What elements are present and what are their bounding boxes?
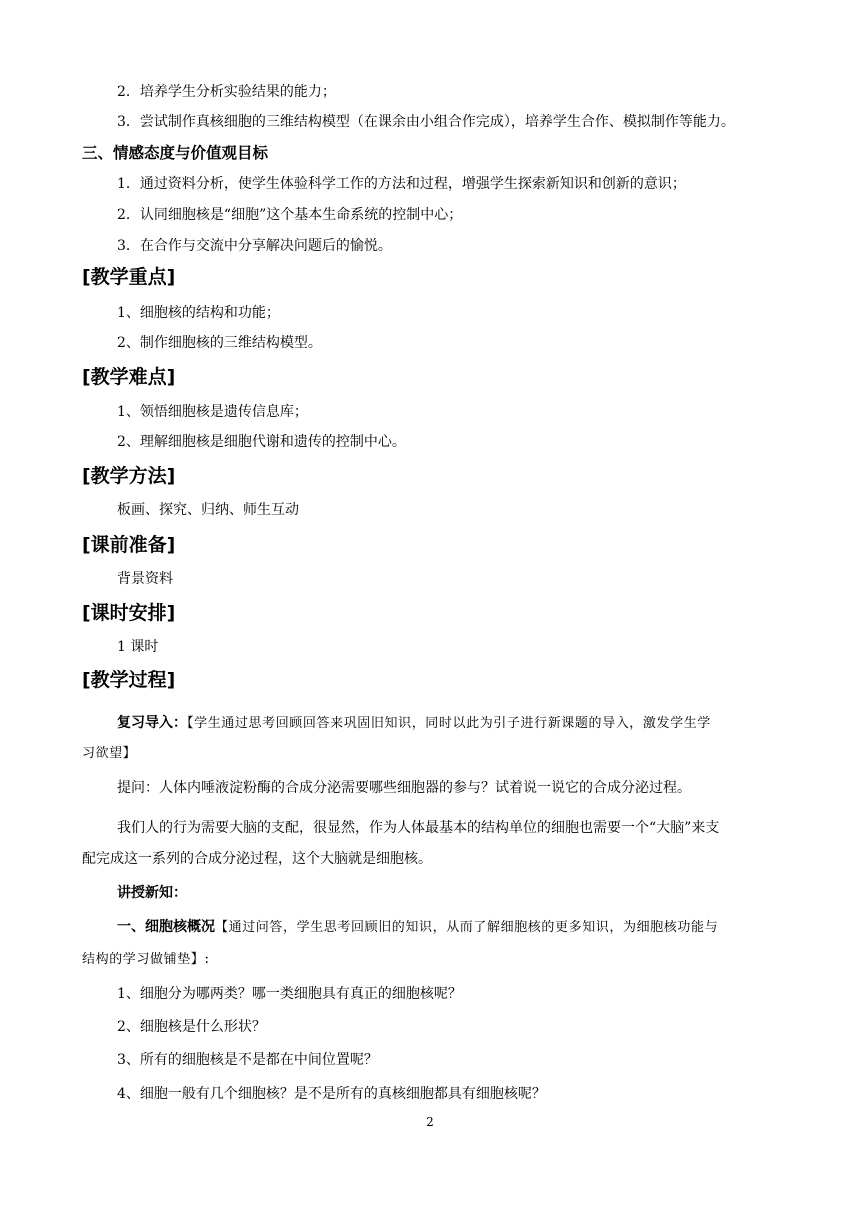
key-points-heading: [教学重点] xyxy=(82,266,176,288)
page-number: 2 xyxy=(426,1115,434,1129)
review-label: 复习导入： xyxy=(117,715,187,731)
new-knowledge-label: 讲授新知： xyxy=(117,885,187,901)
difficulty-2: 2、理解细胞核是细胞代谢和遗传的控制中心。 xyxy=(117,434,406,450)
schedule-text: 1 课时 xyxy=(117,639,159,655)
methods-text: 板画、探究、归纳、师生互动 xyxy=(117,502,299,518)
preparation-heading: [课前准备] xyxy=(82,534,176,556)
question-2: 2、细胞核是什么形状？ xyxy=(117,1019,266,1035)
overview-note: 【通过问答，学生思考回顾旧的知识，从而了解细胞核的更多知识，为细胞核功能与 xyxy=(215,920,719,935)
review-intro-line xyxy=(117,713,711,734)
question-3: 3、所有的细胞核是不是都在中间位置呢？ xyxy=(117,1052,378,1068)
question-4: 4、细胞一般有几个细胞核？是不是所有的真核细胞都具有细胞核呢？ xyxy=(117,1086,546,1102)
review-note-continued: 习欲望】 xyxy=(82,746,137,761)
skill-item-3: 3．尝试制作真核细胞的三维结构模型（在课余由小组合作完成），培养学生合作、模拟制作等能力。 xyxy=(117,114,735,130)
schedule-heading: [课时安排] xyxy=(82,602,176,624)
key-point-2: 2、制作细胞核的三维结构模型。 xyxy=(117,335,322,351)
preparation-text: 背景资料 xyxy=(117,571,173,587)
paragraph-line-2: 配完成这一系列的合成分泌过程，这个大脑就是细胞核。 xyxy=(82,851,432,867)
overview-line xyxy=(117,917,718,938)
attitude-item-2: 2．认同细胞核是“细胞”这个基本生命系统的控制中心； xyxy=(117,207,463,223)
difficulty-1: 1、领悟细胞核是遗传信息库； xyxy=(117,404,308,420)
overview-note-continued-line xyxy=(82,949,209,970)
question-text: 提问：人体内唾液淀粉酶的合成分泌需要哪些细胞器的参与？试着说一说它的合成分泌过程。 xyxy=(117,780,691,796)
key-point-1: 1、细胞核的结构和功能； xyxy=(117,305,280,321)
attitude-heading: 三、情感态度与价值观目标 xyxy=(82,144,269,162)
process-heading: [教学过程] xyxy=(82,669,176,691)
methods-heading: [教学方法] xyxy=(82,465,176,487)
overview-note-colon: : xyxy=(204,951,210,967)
attitude-item-1: 1．通过资料分析，使学生体验科学工作的方法和过程，增强学生探索新知识和创新的意识； xyxy=(117,176,686,192)
skill-item-2: 2．培养学生分析实验结果的能力； xyxy=(117,84,336,100)
question-1: 1、细胞分为哪两类？哪一类细胞具有真正的细胞核呢？ xyxy=(117,986,462,1002)
overview-note-continued: 结构的学习做铺垫】 xyxy=(82,952,205,967)
difficulties-heading: [教学难点] xyxy=(82,366,176,388)
paragraph-line-1: 我们人的行为需要大脑的支配，很显然，作为人体最基本的结构单位的细胞也需要一个“大脑”来支 xyxy=(117,820,720,836)
review-note: 【学生通过思考回顾回答来巩固旧知识，同时以此为引子进行新课题的导入，激发学生学 xyxy=(187,716,711,731)
attitude-item-3: 3．在合作与交流中分享解决问题后的愉悦。 xyxy=(117,238,392,254)
overview-label: 一、细胞核概况 xyxy=(117,919,215,935)
